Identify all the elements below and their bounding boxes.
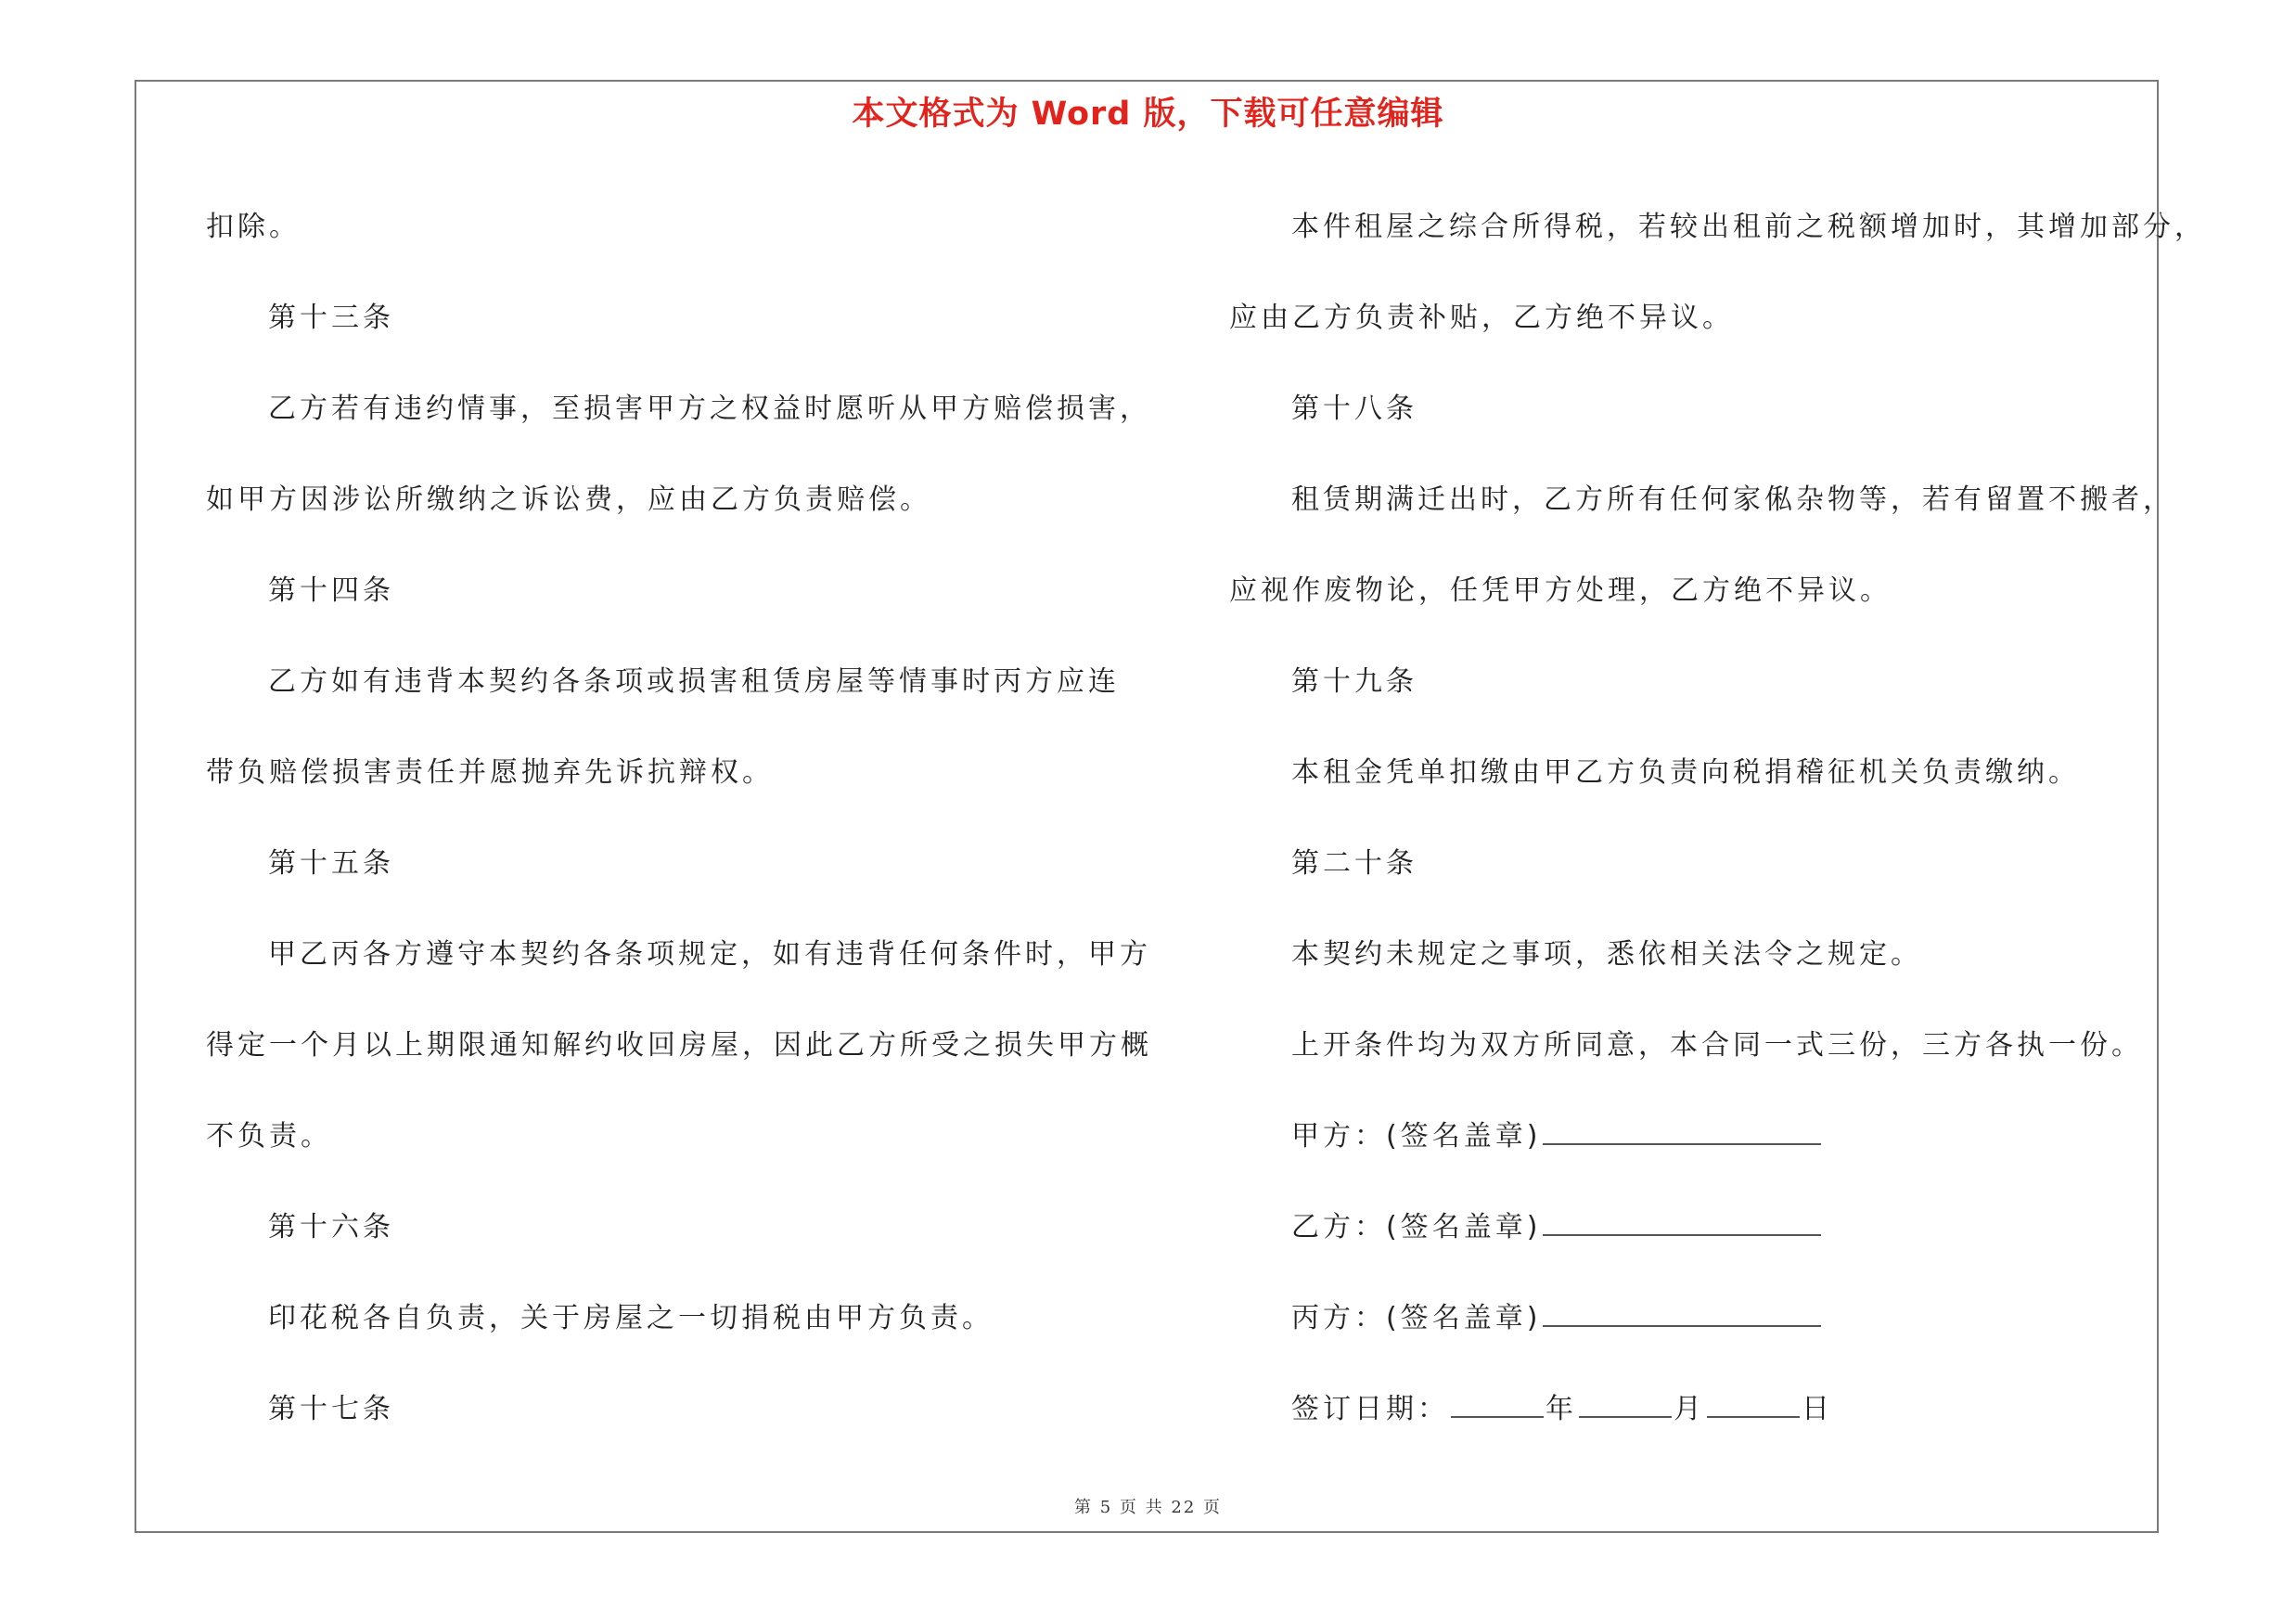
right-column bbox=[1229, 182, 2206, 1455]
month-blank bbox=[1579, 1398, 1672, 1418]
right-para: 本契约未规定之事项，悉依相关法令之规定。 bbox=[1291, 938, 1922, 971]
left-para: 甲乙丙各方遵守本契约各条项规定，如有违背任何条件时，甲方 bbox=[268, 938, 1151, 971]
month-unit: 月 bbox=[1674, 1393, 1705, 1425]
date-label: 签订日期： bbox=[1291, 1393, 1449, 1425]
article-heading: 第十四条 bbox=[268, 574, 394, 607]
signature-label: 甲方：(签名盖章) bbox=[1291, 1120, 1542, 1153]
article-heading: 第十七条 bbox=[268, 1393, 394, 1425]
left-para: 如甲方因涉讼所缴纳之诉讼费，应由乙方负责赔偿。 bbox=[206, 483, 931, 516]
article-heading: 第十九条 bbox=[1291, 665, 1417, 698]
left-para: 得定一个月以上期限通知解约收回房屋，因此乙方所受之损失甲方概 bbox=[206, 1029, 1152, 1062]
right-para: 本件租屋之综合所得税，若较出租前之税额增加时，其增加部分， bbox=[1291, 211, 2206, 243]
signature-line bbox=[1543, 1307, 1821, 1327]
year-blank bbox=[1451, 1398, 1544, 1418]
footer-middle: 页 共 bbox=[1119, 1498, 1164, 1517]
signature-label: 乙方：(签名盖章) bbox=[1291, 1211, 1542, 1243]
day-unit: 日 bbox=[1802, 1393, 1833, 1425]
signing-date bbox=[1229, 1364, 2171, 1455]
signature-label: 丙方：(签名盖章) bbox=[1291, 1302, 1542, 1334]
signature-party-a bbox=[1229, 1091, 2171, 1182]
left-para: 扣除。 bbox=[206, 211, 301, 243]
right-para: 本租金凭单扣缴由甲乙方负责向税捐稽征机关负责缴纳。 bbox=[1291, 756, 2080, 789]
right-para: 应视作废物论，任凭甲方处理，乙方绝不异议。 bbox=[1229, 574, 1892, 607]
left-para: 乙方如有违背本契约各条项或损害租赁房屋等情事时丙方应连 bbox=[268, 665, 1120, 698]
signature-party-c bbox=[1229, 1273, 2171, 1364]
signature-party-b bbox=[1229, 1182, 2171, 1273]
signature-line bbox=[1543, 1125, 1821, 1145]
article-heading: 第十六条 bbox=[268, 1211, 394, 1243]
left-para: 带负赔偿损害责任并愿抛弃先诉抗辩权。 bbox=[206, 756, 774, 789]
left-para: 印花税各自负责，关于房屋之一切捐税由甲方负责。 bbox=[268, 1302, 994, 1334]
current-page-number: 5 bbox=[1099, 1498, 1113, 1517]
signature-line bbox=[1543, 1216, 1821, 1236]
total-pages: 22 bbox=[1171, 1498, 1197, 1517]
right-para: 应由乙方负责补贴，乙方绝不异议。 bbox=[1229, 302, 1734, 334]
article-heading: 第二十条 bbox=[1291, 847, 1417, 880]
format-banner: 本文格式为 Word 版，下载可任意编辑 bbox=[852, 96, 1444, 133]
footer-prefix: 第 bbox=[1073, 1498, 1093, 1517]
left-column bbox=[206, 182, 1152, 1455]
right-para: 上开条件均为双方所同意，本合同一式三份，三方各执一份。 bbox=[1291, 1029, 2143, 1062]
left-para: 不负责。 bbox=[206, 1120, 332, 1153]
page-footer bbox=[0, 1494, 2296, 1518]
article-heading: 第十八条 bbox=[1291, 393, 1417, 425]
day-blank bbox=[1707, 1398, 1800, 1418]
footer-suffix: 页 bbox=[1203, 1498, 1223, 1517]
left-para: 乙方若有违约情事，至损害甲方之权益时愿听从甲方赔偿损害， bbox=[268, 393, 1151, 425]
right-para: 租赁期满迁出时，乙方所有任何家俬杂物等，若有留置不搬者， bbox=[1291, 483, 2174, 516]
article-heading: 第十三条 bbox=[268, 302, 394, 334]
year-unit: 年 bbox=[1546, 1393, 1577, 1425]
article-heading: 第十五条 bbox=[268, 847, 394, 880]
